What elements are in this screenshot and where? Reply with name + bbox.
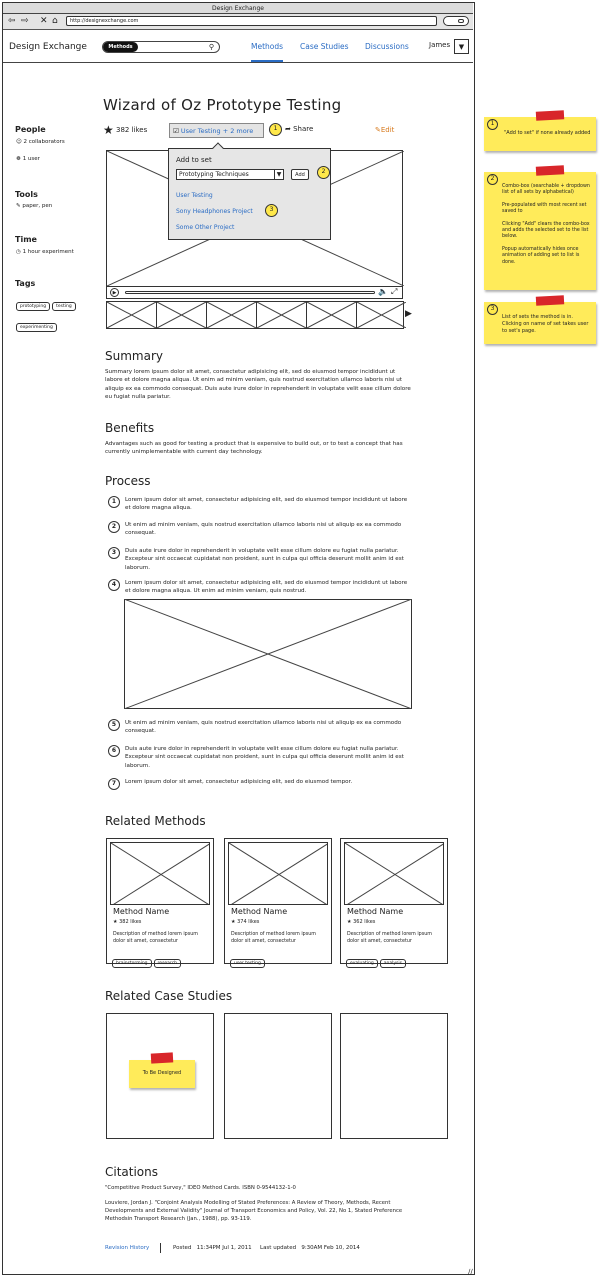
clock-icon: ◷ [16, 249, 21, 255]
case-study-card[interactable] [224, 1013, 332, 1139]
sticky-text: To Be Designed [142, 1070, 182, 1076]
search-scope-tag[interactable]: Methods [103, 42, 138, 52]
share-button[interactable] [285, 125, 313, 133]
card-description: Description of method lorem ipsum dolor sit amet, consectetur [113, 932, 198, 944]
card-likes [113, 919, 141, 925]
step-number-icon: 5 [108, 719, 120, 731]
thumbnail[interactable] [207, 302, 257, 328]
combo-value: Prototyping Techniques [179, 171, 249, 178]
card-title[interactable]: Method Name [113, 907, 170, 916]
home-icon[interactable]: ⌂ [52, 16, 58, 26]
browser-toolbar [3, 14, 473, 30]
tags-heading: Tags [15, 279, 36, 288]
close-icon[interactable]: ✕ [40, 16, 48, 26]
likes-count: 362 likes [353, 919, 376, 925]
tape [536, 295, 564, 305]
time-row [16, 249, 74, 255]
related-case-studies-heading: Related Case Studies [105, 989, 233, 1003]
note-badge: 1 [487, 119, 498, 130]
thumbnail[interactable] [257, 302, 307, 328]
tag-chip[interactable]: experimenting [16, 323, 57, 332]
next-arrow-icon[interactable]: ▶ [405, 309, 412, 319]
process-step [108, 579, 408, 596]
step-number-icon: 7 [108, 778, 120, 790]
card-image-placeholder [344, 842, 444, 905]
step-number-icon: 3 [108, 547, 120, 559]
revision-history-link[interactable]: Revision History [105, 1245, 150, 1251]
nav-methods[interactable]: Methods [251, 42, 283, 62]
search-icon [458, 19, 464, 23]
citations-heading: Citations [105, 1165, 159, 1179]
chevron-down-icon[interactable]: ▼ [274, 170, 283, 179]
volume-icon[interactable]: 🔈 [378, 287, 388, 296]
likes-count: 374 likes [237, 919, 260, 925]
set-combo-box[interactable] [176, 169, 284, 180]
fullscreen-icon[interactable]: ⤢ [391, 287, 398, 296]
tag-chip[interactable]: analysis [380, 959, 406, 968]
card-image-placeholder [110, 842, 210, 905]
popup-title: Add to set [176, 156, 212, 164]
time-heading: Time [15, 235, 37, 244]
tag-chip[interactable]: prototyping [16, 302, 50, 311]
case-study-card[interactable] [340, 1013, 448, 1139]
citation-item: "Competitive Product Survey," IDEO Method Cards. ISBN 0-9544132-1-0 [105, 1185, 296, 1191]
likes-count: 382 likes [116, 126, 148, 134]
video-thumbnails [106, 301, 404, 329]
tag-chip[interactable]: user testing [230, 959, 265, 968]
nav-discussions[interactable]: Discussions [365, 42, 409, 51]
set-link[interactable]: Some Other Project [176, 224, 235, 231]
nav-case-studies[interactable]: Case Studies [300, 42, 349, 51]
folder-check-icon: ☑ [173, 127, 179, 135]
annotation-badge-3: 3 [265, 204, 278, 217]
card-image-placeholder [228, 842, 328, 905]
thumbnail[interactable] [107, 302, 157, 328]
thumbnail[interactable] [307, 302, 357, 328]
note-badge: 2 [487, 174, 498, 185]
set-link[interactable]: User Testing [176, 192, 213, 199]
note-badge: 3 [487, 304, 498, 315]
window-title: Design Exchange [3, 3, 473, 14]
step-number-icon: 1 [108, 496, 120, 508]
popup-pointer [212, 142, 223, 153]
users-label: 1 user [22, 156, 40, 162]
add-to-set-popup [168, 148, 331, 240]
collaborators-row[interactable] [16, 139, 65, 145]
app-header [3, 31, 473, 63]
star-icon: ★ [231, 919, 236, 925]
person-icon: ☺ [16, 139, 22, 145]
tag-chip[interactable]: research [154, 959, 181, 968]
users-row[interactable] [16, 156, 40, 162]
method-card[interactable] [340, 838, 448, 964]
pencil-icon: ✎ [16, 203, 21, 209]
method-card[interactable] [106, 838, 214, 964]
step-number-icon: 4 [108, 579, 120, 591]
tools-heading: Tools [15, 190, 38, 199]
url-field[interactable]: http://designexchange.com [66, 16, 437, 26]
time-label: 1 hour experiment [22, 249, 74, 255]
tag-chip[interactable]: testing [52, 302, 76, 311]
tape [536, 165, 564, 175]
people-heading: People [15, 125, 46, 134]
page-title: Wizard of Oz Prototype Testing [103, 96, 342, 114]
step-text: Duis aute irure dolor in reprehenderit in voluptate velit esse cillum dolore eu fugiat nulla pariatur. Excepteur sint occaecat cupidatat non proident, sunt in culpa qui officia deserunt mollit anim id est laborum. [125, 548, 404, 571]
step-text: Lorem ipsum dolor sit amet, consectetur adipisicing elit, sed do eiusmod tempor incididunt ut labore et dolore magna aliqua. [125, 497, 408, 512]
summary-text: Summary lorem ipsum dolor sit amet, consectetur adipisicing elit, sed do eiusmod tempor incididunt ut labore et dolore magna aliqua. Ut enim ad minim veniam, quis nostrud exercitation ullamco laboris nisi ut aliquip ex ea commodo consequat. Duis aute irure dolor in reprehenderit in voluptate velit esse cillum dolore eu fugiat nulla pariatur. [105, 369, 411, 401]
benefits-text: Advantages such as good for testing a product that is expensive to build out, or to test a concept that has currently unimplementable with current day technology. [105, 441, 403, 456]
tag-chip[interactable]: brainstorming [112, 959, 152, 968]
annotation-note-2 [484, 172, 596, 290]
pencil-icon: ✎ [375, 126, 381, 134]
summary-heading: Summary [105, 349, 163, 363]
card-likes [347, 919, 375, 925]
star-icon: ★ [347, 919, 352, 925]
process-step [108, 521, 408, 538]
annotation-badge-2: 2 [317, 166, 330, 179]
tools-label: paper, pen [22, 203, 53, 209]
step-text: Ut enim ad minim veniam, quis nostrud exercitation ullamco laboris nisi ut aliquip ex ea commodo consequat. [125, 522, 402, 537]
tag-chip[interactable]: evaluating [346, 959, 378, 968]
likes-count: 382 likes [119, 919, 142, 925]
tools-row [16, 203, 52, 209]
step-number-icon: 2 [108, 521, 120, 533]
related-methods-heading: Related Methods [105, 814, 206, 828]
site-search-input[interactable] [102, 41, 220, 53]
annotation-note-3 [484, 302, 596, 344]
card-title[interactable]: Method Name [231, 907, 288, 916]
step-text: Lorem ipsum dolor sit amet, consectetur adipisicing elit, sed do eiusmod tempor. [125, 779, 353, 785]
process-step [108, 496, 408, 513]
user-name[interactable]: James [429, 41, 451, 49]
resize-grip-icon[interactable]: ∕∕ [468, 1268, 473, 1276]
updated-date: Last updated 9:30AM Feb 10, 2014 [260, 1245, 360, 1251]
sets-label: User Testing + 2 more [180, 127, 254, 135]
footer-divider [160, 1243, 161, 1253]
add-set-button[interactable]: Add [291, 169, 309, 180]
card-title[interactable]: Method Name [347, 907, 404, 916]
add-to-set-button[interactable] [169, 123, 264, 138]
step-text: Duis aute irure dolor in reprehenderit in voluptate velit esse cillum dolore eu fugiat nulla pariatur. Excepteur sint occaecat cupidatat non proident, sunt in culpa qui officia deserunt mollit anim id est laborum. [125, 746, 404, 769]
edit-label: Edit [380, 126, 395, 134]
citation-item: Louviere, Jordan J. "Conjoint Analysis Modelling of Stated Preferences: A Review of Theory, Methods, Recent Developments and External Validity" Journal of Transport Economics and Policy, Vol. 22, No 1, Stated Preference Methodsin Transport Research (Jan., 1988), pp. 93-119. [105, 1200, 403, 1222]
placeholder-sticky-note [129, 1060, 195, 1088]
thumbnail[interactable] [357, 302, 406, 328]
tape [536, 110, 564, 120]
step-number-icon: 6 [108, 745, 120, 757]
seek-bar[interactable] [125, 291, 375, 294]
share-label: Share [293, 125, 314, 133]
annotation-badge-1: 1 [269, 123, 282, 136]
card-description: Description of method lorem ipsum dolor sit amet, consectetur [347, 932, 432, 944]
browser-search-button[interactable] [443, 16, 469, 26]
note-text: "Add to set" if none already added [504, 130, 591, 136]
tag-list [16, 292, 91, 334]
note-text: List of sets the method is in. Clicking on name of set takes user to set's page. [502, 314, 589, 334]
note-text: Combo-box (searchable + dropdown list of all sets by alphabetical) Pre-populated with most recent set saved to Clicking "Add" clears the combo-box and adds the selected set to the list below. Popup automatically hides once animation of adding set to list is done. [502, 184, 590, 265]
edit-button[interactable] [375, 126, 394, 134]
search-icon[interactable]: ⚲ [208, 43, 214, 51]
case-study-card[interactable] [106, 1013, 214, 1139]
share-icon: ➦ [285, 125, 291, 133]
set-link[interactable]: Sony Headphones Project [176, 208, 253, 215]
collaborators-label: 2 collaborators [23, 139, 65, 145]
tape [151, 1052, 173, 1063]
process-step [108, 778, 408, 786]
browser-window [2, 2, 475, 1275]
process-step [108, 719, 408, 736]
user-menu-chevron-icon[interactable]: ▼ [454, 39, 469, 54]
card-likes [231, 919, 259, 925]
step-text: Lorem ipsum dolor sit amet, consectetur adipisicing elit, sed do eiusmod tempor incididunt ut labore et dolore magna aliqua. Ut enim ad minim veniam, quis nostrud. [125, 580, 408, 595]
method-card[interactable] [224, 838, 332, 964]
step-text: Ut enim ad minim veniam, quis nostrud exercitation ullamco laboris nisi ut aliquip ex ea commodo consequat. [125, 720, 402, 735]
group-icon: ☸ [16, 156, 21, 162]
back-arrow-icon[interactable]: ⇦ [8, 16, 16, 26]
thumbnail[interactable] [157, 302, 207, 328]
star-icon: ★ [113, 919, 118, 925]
process-step [108, 745, 408, 770]
annotation-note-1 [484, 117, 596, 151]
process-step [108, 547, 408, 572]
benefits-heading: Benefits [105, 421, 155, 435]
brand-logo[interactable]: Design Exchange [9, 42, 87, 52]
play-icon[interactable]: ▶ [110, 288, 119, 297]
video-controls [107, 286, 402, 298]
forward-arrow-icon[interactable]: ⇨ [21, 16, 29, 26]
process-image-placeholder [124, 599, 412, 709]
posted-date: Posted 11:34PM Jul 1, 2011 [173, 1245, 252, 1251]
card-description: Description of method lorem ipsum dolor sit amet, consectetur [231, 932, 316, 944]
likes-button[interactable] [103, 123, 147, 137]
star-icon: ★ [103, 123, 114, 137]
process-heading: Process [105, 474, 151, 488]
